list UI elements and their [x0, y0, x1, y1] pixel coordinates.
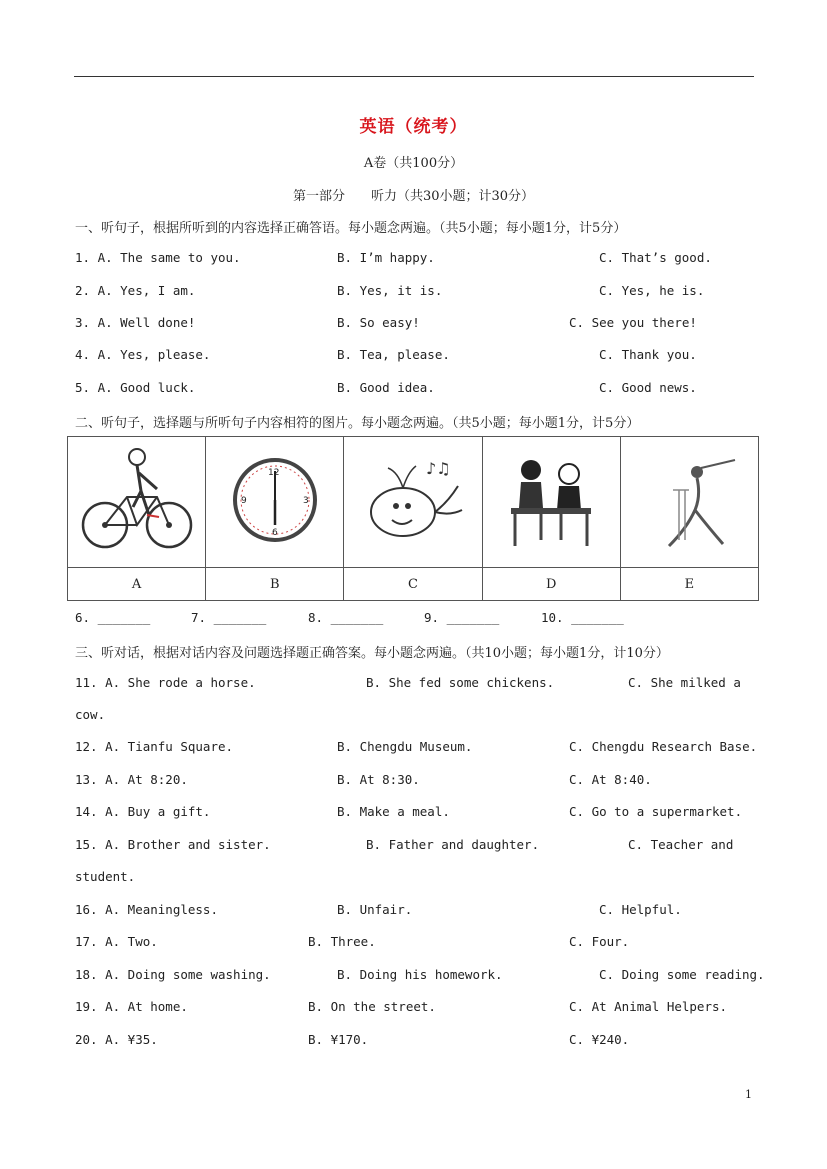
option-c: C. Good news.	[599, 380, 697, 395]
answer-blank[interactable]: 9. _______	[424, 610, 500, 625]
option-c: C. ¥240.	[569, 1032, 630, 1047]
answer-blank[interactable]: 8. _______	[308, 610, 384, 625]
option-continuation: student.	[75, 869, 136, 884]
picture-table	[67, 436, 759, 601]
page-number: 1	[745, 1088, 752, 1101]
section1-heading: 一、听句子，根据所听到的内容选择正确答语。每小题念两遍。（共5小题；每小题1分，计5分）	[75, 221, 627, 236]
section3-heading: 三、听对话，根据对话内容及问题选择题正确答案。每小题念两遍。（共10小题；每小题1分，计10分）	[75, 646, 669, 661]
question-row	[0, 283, 827, 303]
option-c: C. Helpful.	[599, 902, 682, 917]
option-b: B. So easy!	[337, 315, 420, 330]
answer-blank[interactable]: 6. _______	[75, 610, 151, 625]
option-a: 15. A. Brother and sister.	[75, 837, 271, 852]
subtitle: A卷（共100分）	[363, 156, 464, 171]
picture-label-a: A	[68, 568, 206, 601]
option-b: B. Unfair.	[337, 902, 413, 917]
option-b: B. At 8:30.	[337, 772, 420, 787]
option-c: C. Doing some reading.	[599, 967, 765, 982]
question-row	[0, 902, 827, 922]
woman-dancing-icon	[639, 450, 739, 550]
option-a: 17. A. Two.	[75, 934, 158, 949]
picture-cell	[344, 437, 482, 568]
header-rule	[74, 76, 754, 77]
question-row	[0, 250, 827, 270]
option-b: B. Good idea.	[337, 380, 435, 395]
option-c: C. Chengdu Research Base.	[569, 739, 758, 754]
option-a: 4. A. Yes, please.	[75, 347, 211, 362]
option-c: C. That’s good.	[599, 250, 712, 265]
option-b: B. I’m happy.	[337, 250, 435, 265]
option-a: 5. A. Good luck.	[75, 380, 196, 395]
answer-blank[interactable]: 10. _______	[541, 610, 624, 625]
option-b: B. Father and daughter.	[366, 837, 540, 852]
option-c: C. See you there!	[569, 315, 697, 330]
option-b: B. Three.	[308, 934, 376, 949]
question-row	[0, 967, 827, 987]
option-c: C. Thank you.	[599, 347, 697, 362]
question-row	[0, 804, 827, 824]
picture-label-e: E	[620, 568, 758, 601]
option-b: B. Doing his homework.	[337, 967, 503, 982]
question-row	[0, 837, 827, 857]
question-row	[0, 315, 827, 335]
svg-text:9: 9	[240, 496, 247, 506]
option-c: C. Four.	[569, 934, 630, 949]
picture-label-b: B	[206, 568, 344, 601]
option-a: 3. A. Well done!	[75, 315, 196, 330]
option-a: 11. A. She rode a horse.	[75, 675, 256, 690]
option-c: C. She milked a	[628, 675, 741, 690]
svg-text:12: 12	[267, 468, 280, 478]
section2-heading: 二、听句子，选择题与所听句子内容相符的图片。每小题念两遍。（共5小题；每小题1分，计5分）	[75, 416, 640, 431]
option-b: B. Make a meal.	[337, 804, 450, 819]
whale-singing-icon	[358, 450, 468, 550]
question-row	[0, 772, 827, 792]
option-b: B. She fed some chickens.	[366, 675, 555, 690]
svg-text:6: 6	[271, 528, 278, 538]
picture-cell	[620, 437, 758, 568]
option-a: 12. A. Tianfu Square.	[75, 739, 234, 754]
option-b: B. On the street.	[308, 999, 436, 1014]
option-b: B. Chengdu Museum.	[337, 739, 473, 754]
option-a: 16. A. Meaningless.	[75, 902, 218, 917]
question-row	[0, 347, 827, 367]
two-children-at-table-icon	[501, 450, 601, 550]
picture-cell	[482, 437, 620, 568]
option-b: B. Yes, it is.	[337, 283, 443, 298]
option-a: 14. A. Buy a gift.	[75, 804, 211, 819]
option-c: C. At 8:40.	[569, 772, 652, 787]
question-row	[0, 1032, 827, 1052]
option-continuation: cow.	[75, 707, 106, 722]
picture-label-d: D	[482, 568, 620, 601]
picture-label-c: C	[344, 568, 482, 601]
bicycle-rider-icon	[77, 445, 197, 555]
page-title: 英语（统考）	[359, 117, 468, 137]
question-row	[0, 999, 827, 1019]
option-c: C. Yes, he is.	[599, 283, 705, 298]
svg-text:3: 3	[302, 496, 309, 506]
option-a: 13. A. At 8:20.	[75, 772, 188, 787]
option-a: 19. A. At home.	[75, 999, 188, 1014]
clock-icon	[230, 455, 320, 545]
question-row	[0, 739, 827, 759]
option-c: C. At Animal Helpers.	[569, 999, 728, 1014]
answer-blank[interactable]: 7. _______	[191, 610, 267, 625]
svg-text:♪♫: ♪♫	[425, 459, 451, 478]
picture-cell	[206, 437, 344, 568]
option-a: 2. A. Yes, I am.	[75, 283, 196, 298]
part-heading: 第一部分 听力（共30小题；计30分）	[292, 189, 535, 204]
option-a: 1. A. The same to you.	[75, 250, 241, 265]
question-row	[0, 934, 827, 954]
option-a: 18. A. Doing some washing.	[75, 967, 271, 982]
question-row	[0, 675, 827, 695]
option-c: C. Teacher and	[628, 837, 734, 852]
option-a: 20. A. ¥35.	[75, 1032, 158, 1047]
option-b: B. Tea, please.	[337, 347, 450, 362]
option-c: C. Go to a supermarket.	[569, 804, 743, 819]
picture-cell	[68, 437, 206, 568]
option-b: B. ¥170.	[308, 1032, 369, 1047]
question-row	[0, 380, 827, 400]
